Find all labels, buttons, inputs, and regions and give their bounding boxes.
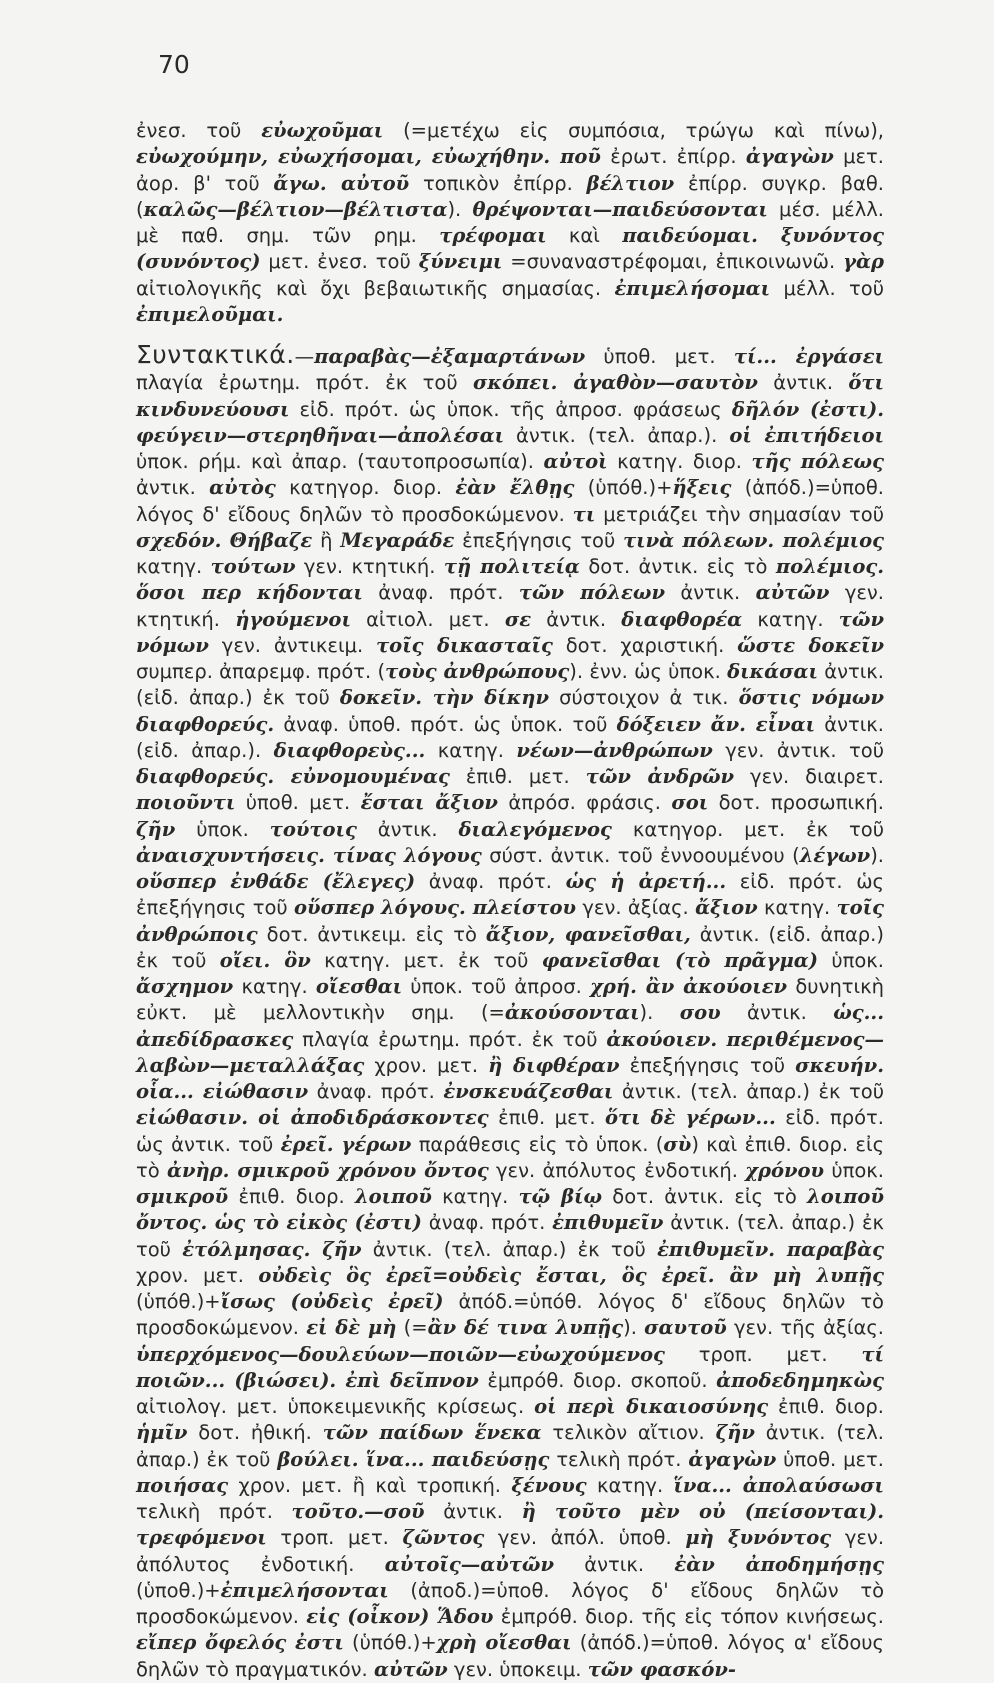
body-text: αἰτιολ. μετ. [350,607,505,631]
emphasized-term: ζῆν [715,1421,755,1445]
body-text: δοτ. ἀντικ. εἰς τὸ [579,555,776,578]
emphasized-term: ἐπιμελήσομαι [614,276,771,300]
emphasized-term: οἱ ἐπιτήδειοι [729,423,884,447]
body-text: χρον. μετ. [364,1053,489,1077]
body-text: ἀναφ. πρότ. [362,581,519,605]
emphasized-term: τῆς πόλεως [751,450,884,473]
body-text: τελικὴ πρότ. [136,1500,292,1523]
body-text: δοτ. ἠθική. [187,1421,323,1445]
emphasized-term: ἵνα... ἀπολαύσωσι [673,1473,884,1497]
emphasized-term: ἄξιον, φανεῖσθαι, [485,922,691,946]
emphasized-term: ἔσται ἄξιον [360,791,498,815]
body-text: μέσ. μέλλ. μὲ παθ. σημ. τῶν ρημ. [136,197,884,247]
body-text: ὑποκ. [175,817,270,841]
body-text: ὑποκ. [824,1158,884,1182]
body-text: κατηγ. [136,555,211,578]
body-text: ἀντικ. (τελ. ἀπαρ.). [504,423,730,447]
emphasized-term: βούλει. ἵνα... παιδεύσῃς [277,1447,550,1471]
body-text: ὑποθ. μετ. [776,1447,884,1471]
emphasized-term: τούτοις [269,817,357,841]
emphasized-term: ἀγαγὼν [745,145,834,169]
emphasized-term: δόξειεν ἄν. εἶναι [616,712,816,736]
body-text: εἰδ. πρότ. ὡς ἀντικ. τοῦ [136,1106,884,1156]
emphasized-term: τῶν φασκόν- [587,1657,736,1681]
emphasized-term: βέλτιον [586,171,675,195]
body-text: ἀντικ. [757,371,849,395]
body-text: εἰδ. πρότ. ὡς ὑποκ. τῆς ἀπροσ. φράσεως [289,397,732,421]
emphasized-term: ἢ τοῦτο μὲν οὐ (πείσονται). τρεφόμενοι [136,1500,884,1550]
body-text: συμπερ. ἀπαρεμφ. πρότ. ( [136,660,386,683]
emphasized-term: αὐτοῖς—αὐτῶν [384,1552,554,1576]
body-text: γεν. ἀπόλυτος ἐνδοτική. [136,1526,885,1576]
body-text: γεν. ἀπόλυτος ἐνδοτική. [488,1158,746,1182]
emphasized-term: οὕσπερ ἐνθάδε (ἔλεγες) [136,870,416,893]
body-text: (= [396,1316,428,1340]
emphasized-term: τοῖς ἀνθρώποις [136,896,884,946]
body-text: (ἀπόδ.)=ὑποθ. λόγος δ' εἴδους δηλῶν τὸ προσδοκώμενον. [136,476,884,526]
emphasized-term: ἡμῖν [136,1421,188,1445]
body-text: εἰδ. πρότ. ὡς ἐπεξήγησις τοῦ [136,870,885,920]
emphasized-term: τῶν παίδων ἕνεκα [322,1421,542,1445]
emphasized-term: ἐπιθυμεῖν [552,1211,664,1235]
emphasized-term: σὺ [663,1132,692,1156]
body-text: (ἀποδ.)=ὑποθ. λόγος δ' εἴδους δηλῶν τὸ προσδοκώμενον. [136,1578,884,1628]
emphasized-term: λοιποῦ [354,1185,432,1208]
body-text: ἀντικ. (εἰδ. ἀπαρ.). [136,712,884,762]
emphasized-term: ὅστις νόμων διαφθορεύς. [136,686,884,736]
emphasized-term: ὡς... ἀπεδίδρασκες [136,1001,884,1051]
paragraph-2 [136,342,884,1683]
body-text: ἀντικ. (τελ. ἀπαρ.) ἐκ τοῦ [136,1211,884,1261]
emphasized-term: τοὺς ἀνθρώπους [385,660,570,683]
emphasized-term: Μεγαράδε [340,528,455,552]
emphasized-term: ἀκούοιεν. περιθέμενος—λαβὼν—μεταλλάξας [136,1027,884,1077]
body-text: ἀναφ. πρότ. [415,870,566,893]
emphasized-term: λέγων [799,843,871,867]
emphasized-term: παραβὰς—ἐξαμαρτάνων [314,345,586,368]
body-text: ἀντικ. [720,1001,834,1025]
emphasized-term: μὴ ξυνόντος [685,1526,832,1550]
emphasized-term: ἀνὴρ. σμικροῦ χρόνου ὄντος [166,1158,489,1182]
emphasized-term: τι [572,502,596,526]
emphasized-term: ὥστε δοκεῖν [737,633,884,657]
emphasized-term: χρόνου [745,1158,825,1182]
emphasized-term: δοκεῖν. τὴν δίκην [339,686,550,710]
emphasized-term: ζῆν [136,817,176,841]
body-text: γεν. ἀντικειμ. [208,633,377,657]
emphasized-term: χρή. ἂν ἀκούοιεν [590,975,788,998]
body-text: κατηγ. [425,738,517,762]
emphasized-term: ποιοῦντι [136,791,236,815]
body-text: μετ. ἐνεσ. τοῦ [260,250,419,274]
body-text: ἀντικ. [664,581,756,605]
body-text: γεν. ἀπόλ. ὑποθ. [484,1526,686,1550]
emphasized-term: παιδεύομαι. ξυνόντος (συνόντος) [136,224,884,274]
body-text: πλαγία ἐρωτημ. πρότ. ἐκ τοῦ [136,371,474,395]
body-text: τελικὴ πρότ. [549,1447,689,1471]
body-text: γεν. διαιρετ. [734,765,884,788]
body-text: ἐπεξήγησις τοῦ [454,528,624,552]
emphasized-term: αὐτῶν [755,581,830,605]
body-text: ἐμπρόθ. διορ. τῆς εἰς τόπον κινήσεως. [493,1605,884,1628]
body-text: ἀντικ. (εἰδ. ἀπαρ.) ἐκ τοῦ [136,922,884,972]
emphasized-term: διαφθορέα [621,607,743,631]
body-text: ἀναφ. πρότ. [308,1080,444,1103]
body-text: μετ. ἀορ. β' τοῦ [136,145,884,195]
emphasized-term: ὑπερχόμενος—δουλεύων—ποιῶν—εὐωχούμενος [136,1342,665,1366]
emphasized-term: σκευήν. οἷα... εἰώθασιν [136,1053,884,1103]
body-text: ἀντικ. [136,476,210,500]
emphasized-term: εὐωχοῦμαι [261,119,384,142]
body-text: ἐπιθ. μετ. [449,765,586,788]
emphasized-term: τούτων [210,555,296,578]
body-text: καὶ [546,224,623,247]
emphasized-term: σοι [671,791,709,815]
emphasized-term: ὡς ἡ ἀρετή... [565,870,727,893]
emphasized-term: εἰώθασιν. οἱ ἀποδιδράσκοντες [136,1106,489,1130]
body-text: ἀντικ. [531,607,622,631]
body-text: ἐπιθ. μετ. [488,1106,606,1130]
emphasized-term: ἄσχημον [136,975,234,998]
emphasized-term: εἰ δὲ μὴ [306,1316,397,1340]
emphasized-term: ὅτι δὲ γέρων... [605,1106,776,1130]
body-text: πλαγία ἐρωτημ. πρότ. ἐκ τοῦ [293,1027,607,1051]
body-text: κατηγορ. μετ. ἐκ τοῦ [611,817,884,841]
emphasized-term: αὐτοὶ [543,450,608,473]
body-text: γεν. τῆς ἀξίας. [726,1316,884,1340]
body-text: ). [447,197,473,221]
emphasized-term: οἴεσθαι [315,975,403,998]
emphasized-term: ἀναισχυντήσεις. τίνας λόγους [136,843,482,867]
body-text: ἀπρόσ. φράσις. [497,791,672,815]
emphasized-term: ἐπιθυμεῖν. παραβὰς [657,1237,884,1261]
emphasized-term: τρέφομαι [439,224,547,247]
emphasized-term: σμικροῦ [136,1185,229,1208]
emphasized-term: τῷ βίῳ [518,1185,603,1208]
emphasized-term: δικάσαι [727,660,818,683]
page-number: 70 [158,50,190,79]
emphasized-term: τῶν πόλεων [518,581,665,605]
emphasized-term: εἴπερ ὄφελός ἐστι [136,1631,344,1655]
emphasized-term: τοῦτο.—σοῦ [291,1500,425,1523]
emphasized-term: ἥξεις [672,476,732,500]
body-text: κατηγ. μετ. ἐκ τοῦ [310,948,542,972]
body-text: ἀντικ. [356,817,459,841]
body-text: δοτ. χαριστική. [552,633,738,657]
body-text: κατηγορ. διορ. [275,476,456,500]
body-text: κατηγ. [586,1473,674,1497]
body-text: ) καὶ ἐπιθ. διορ. εἰς τὸ [136,1132,885,1182]
body-text: ). [623,1316,645,1340]
emphasized-term: αὐτὸς [209,476,276,500]
emphasized-term: διαλεγόμενος [458,817,612,841]
body-text: ). ἐνν. ὡς ὑποκ. [569,660,728,683]
emphasized-term: τοῖς δικασταῖς [376,633,553,657]
body-text: — [294,345,315,368]
body-text: ἐπεξήγησις τοῦ [619,1053,796,1077]
body-text: ). [639,1001,680,1025]
body-text: ἐπιθ. διορ. [228,1185,355,1208]
body-text: τροπ. μετ. [664,1342,862,1366]
body-text: ἐρωτ. ἐπίρρ. [600,145,746,169]
body-text: ἐμπρόθ. διορ. σκοποῦ. [478,1368,717,1392]
body-text: ἀναφ. ὑποθ. πρότ. ὡς ὑποκ. τοῦ [274,712,617,736]
body-text: ἀντικ. [424,1500,522,1523]
emphasized-term: φανεῖσθαι (τὸ πρᾶγμα) [541,948,818,972]
body-text: κατηγ. [233,975,316,998]
body-text: (ὑπόθ.)+ [574,476,673,500]
body-text: αἰτιολογικῆς καὶ ὄχι βεβαιωτικῆς σημασίας. [136,276,615,300]
body-text: σύστ. ἀντικ. τοῦ ἐννοουμένου ( [481,843,800,867]
body-text: σύστοιχον ἀ τικ. [549,686,739,710]
emphasized-term: οἴει. ὃν [219,948,311,972]
emphasized-term: τῶν ἀνδρῶν [585,765,735,788]
body-text: τροπ. μετ. [266,1526,403,1550]
body-text: κατηγ. [431,1185,519,1208]
paragraph-1 [136,118,884,328]
body-text: ὑποκ. τοῦ ἀπροσ. [402,975,591,998]
emphasized-term: διαφθορεὺς... [273,738,426,762]
emphasized-term: τῶν νόμων [136,607,884,657]
emphasized-term: ἐνσκευάζεσθαι [443,1080,614,1103]
body-text: =συναναστρέφομαι, ἐπικοινωνῶ. [502,250,844,274]
body-text: μετριάζει τὴν σημασίαν τοῦ [595,502,884,526]
emphasized-term: ἴσως (οὐδεὶς ἐρεῖ) [220,1290,444,1313]
body-text: γεν. ὑποκειμ. [447,1657,588,1681]
emphasized-term: διαφθορεύς. εὐνομουμένας [136,765,450,788]
emphasized-term: σου [679,1001,721,1025]
emphasized-term: ξένους [511,1473,587,1497]
body-text: ἀντικ. [553,1552,675,1576]
body-text: ἀντικ. (εἰδ. ἀπαρ.) ἐκ τοῦ [136,660,884,710]
emphasized-term: ἐπιμελήσονται [220,1578,389,1602]
emphasized-term: ἀποδεδημηκὼς [716,1368,884,1392]
body-text: ἀπόδ.=ὑπόθ. λόγος δ' εἴδους δηλῶν τὸ προσδοκώμενον. [136,1290,884,1340]
emphasized-term: ζῶντος [402,1526,485,1550]
body-text: (=μετέχω εἰς συμπόσια, τρώγω καὶ πίνω), [383,119,884,142]
body-text: ὑποθ. μετ. [235,791,361,815]
emphasized-term: ἄξιον [695,896,758,920]
emphasized-term: τί ποιῶν... (βιώσει). ἐπὶ δεῖπνον [136,1342,884,1392]
emphasized-term: ἐτόλμησας. ζῆν [182,1237,362,1261]
body-text: χρον. μετ. [136,1263,259,1287]
emphasized-term: σκόπει. ἀγαθὸν—σαυτὸν [473,371,758,395]
body-text: γεν. ἀξίας. [576,896,696,920]
body-text: (ὑπόθ.)+ [343,1631,437,1655]
emphasized-term: γὰρ [843,250,884,274]
emphasized-term: ἐπιμελοῦμαι. [136,302,284,326]
emphasized-term: σχεδόν. Θήβαζε [136,528,313,552]
emphasized-term: ξύνειμι [418,250,503,274]
body-text: ἐπιθ. διορ. [768,1395,884,1418]
body-text: χρον. μετ. ἢ καὶ τροπική. [228,1473,512,1497]
emphasized-term: ἄγω. αὐτοῦ [273,171,410,195]
emphasized-term: χρὴ οἴεσθαι [436,1631,572,1655]
body-text: αἰτιολογ. μετ. ὑποκειμενικῆς κρίσεως. [136,1395,535,1418]
emphasized-term: ἡγούμενοι [235,607,351,631]
body-text: ἢ [312,528,341,552]
emphasized-term: οὕσπερ λόγους. πλείστου [294,896,576,920]
body-text: δοτ. ἀντικειμ. εἰς τὸ [257,922,486,946]
emphasized-term: ἀγαγὼν [688,1447,777,1471]
body-text: τελικὸν αἴτιον. [541,1421,716,1445]
body-text: ἀντικ. (τελ. ἀπαρ.) ἐκ τοῦ [361,1237,658,1261]
body-text: παράθεσις εἰς τὸ ὑποκ. ( [411,1132,664,1156]
emphasized-term: πολέμιος. ὅσοι περ κήδονται [136,555,884,605]
body-text: μέλλ. τοῦ [770,276,884,300]
emphasized-term: λοιποῦ ὄντος. ὡς τὸ εἰκὸς (ἐστι) [136,1185,884,1235]
body-text: δοτ. ἀντικ. εἰς τὸ [602,1185,808,1208]
emphasized-term: ἂν δέ τινα λυπῇς [427,1316,624,1340]
body-text: κατηγ. διορ. [607,450,752,473]
emphasized-term: νέων—ἀνθρώπων [516,738,713,762]
body-text: ὑποκ. ρήμ. καὶ ἀπαρ. (ταυτοπροσωπία). [136,450,544,473]
emphasized-term: τί... ἐργάσει [733,345,884,368]
body-text: γεν. κτητική. [136,581,884,631]
emphasized-term: τῇ πολιτείᾳ [443,555,580,578]
emphasized-term: δῆλόν (ἐστι). φεύγειν—στερηθῆναι—ἀπολέσαι [136,397,884,447]
body-text: γεν. ἀντικ. τοῦ [712,738,884,762]
body-text: ἀναφ. πρότ. [421,1211,553,1235]
body-text: ). [870,843,884,867]
body-text: ἀντικ. (τελ. ἀπαρ.) ἐκ τοῦ [136,1421,884,1471]
body-text: ὑποκ. [817,948,884,972]
emphasized-term: τινὰ πόλεων. πολέμιος [623,528,884,552]
body-text: δοτ. προσωπική. [708,791,884,815]
emphasized-term: οὐδεὶς ὃς ἐρεῖ=οὐδεὶς ἔσται, ὃς ἐρεῖ. ἂν μὴ λυπῇς [258,1263,884,1287]
text-block [136,118,884,1683]
emphasized-term: ἐρεῖ. γέρων [280,1132,412,1156]
emphasized-term: σαυτοῦ [644,1316,727,1340]
emphasized-term: οἱ περὶ δικαιοσύνης [534,1395,769,1418]
body-text: (ὑποθ.)+ [136,1578,221,1602]
emphasized-term: αὐτῶν [373,1657,448,1681]
body-text: δυνητικὴ εὐκτ. μὲ μελλοντικὴν σημ. (= [136,975,884,1025]
body-text: κατηγ. [757,896,837,920]
emphasized-term: ἐὰν ἔλθῃς [455,476,575,500]
emphasized-term: ποιήσας [136,1473,229,1497]
body-text: ἐνεσ. τοῦ [136,119,262,142]
emphasized-term: εἰς (οἶκον) Ἅδου [306,1605,494,1628]
body-text: (ἀπόδ.)=ὑποθ. λόγος α' εἴδους δηλῶν τὸ πραγματικόν. [136,1631,884,1681]
body-text: κατηγ. [742,607,839,631]
body-text: (ὑπόθ.)+ [136,1290,221,1313]
body-text: ὑποθ. μετ. [585,345,734,368]
emphasized-term: καλῶς—βέλτιον—βέλτιστα [143,197,448,221]
body-text: ἐπίρρ. συγκρ. βαθ. ( [136,171,884,221]
body-text: γεν. κτητική. [295,555,444,578]
emphasized-term: θρέψονται—παιδεύσονται [472,197,768,221]
section-heading: Συντακτικά. [136,340,295,369]
emphasized-term: εὐωχούμην, εὐωχήσομαι, εὐωχήθην. ποῦ [136,145,601,169]
emphasized-term: ὅτι κινδυνεύουσι [136,371,884,421]
emphasized-term: ἀκούσονται [504,1001,640,1025]
emphasized-term: ἢ διφθέραν [488,1053,620,1077]
emphasized-term: σε [504,607,532,631]
emphasized-term: ἐὰν ἀποδημήσῃς [674,1552,884,1576]
body-text: τοπικὸν ἐπίρρ. [409,171,587,195]
body-text: ἀντικ. (τελ. ἀπαρ.) ἐκ τοῦ [613,1080,884,1103]
